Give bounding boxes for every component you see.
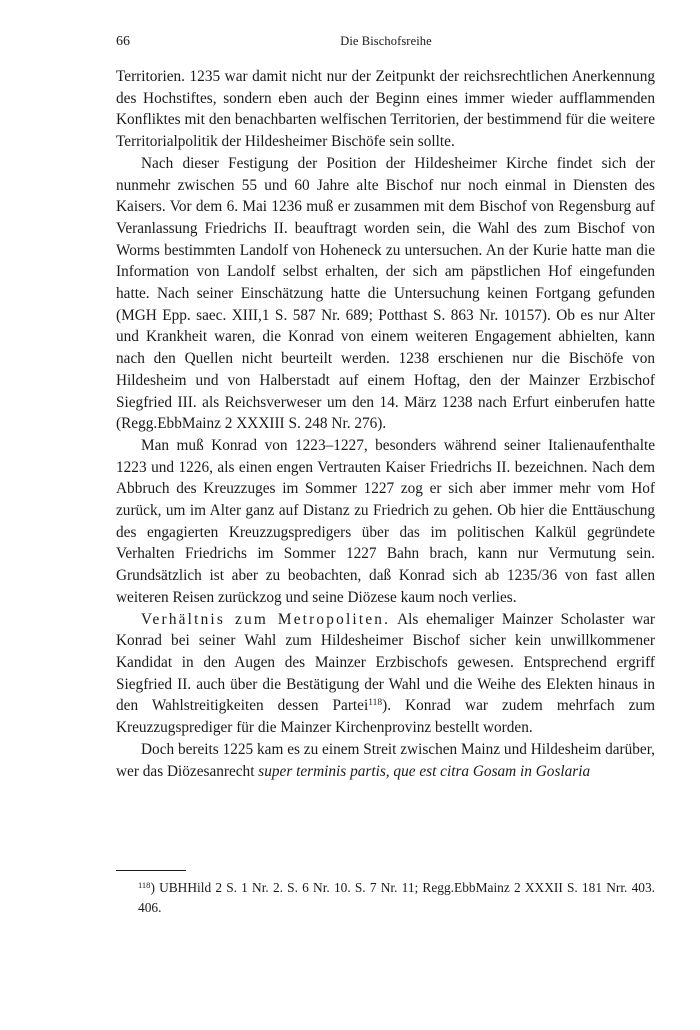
paragraph <box>116 609 655 739</box>
footnote <box>116 878 655 918</box>
paragraph: Nach dieser Festigung der Position der Hildesheimer Kirche findet sich der nunmehr zwischen 55 und 60 Jahre alte Bischof nur noch einmal in Diensten des Kaisers. Vor dem 6. Mai 1236 muß er zusammen mit dem Bischof von Regensburg auf Veranlassung Friedrichs II. beauftragt worden sein, die Wahl des zum Bischof von Worms bestimmten Landolf von Hoheneck zu untersuchen. An der Kurie hatte man die Information von Landolf selbst erhalten, der sich am päpstlichen Hof eingefunden hatte. Nach seiner Einschätzung hatte die Untersuchung keinen Fortgang gefunden (MGH Epp. saec. XIII,1 S. 587 Nr. 689; Potthast S. 863 Nr. 10157). Ob es nur Alter und Krankheit waren, die Konrad von einem weiteren Engagement abhielten, kann nach den Quellen nicht beurteilt werden. 1238 erschienen nur die Bischöfe von Hildesheim und von Halberstadt auf einem Hoftag, den der Mainzer Erzbischof Siegfried III. als Reichsverweser um den 14. März 1238 nach Erfurt einberufen hatte (Regg.EbbMainz 2 XXXIII S. 248 Nr. 276). <box>116 154 655 433</box>
paragraph: Territorien. 1235 war damit nicht nur der Zeitpunkt der reichsrechtlichen Anerkennung des Hochstiftes, sondern eben auch der Beginn eines immer wieder aufflammenden Konfliktes mit den benachbarten welfischen Territorien, der bestimmend für die weitere Territorialpolitik der Hildesheimer Bischöfe sein sollte. <box>116 68 655 151</box>
footnote-divider <box>116 870 186 871</box>
paragraph <box>116 739 655 782</box>
footnote-number: 118 <box>138 880 151 890</box>
latin-quotation: super terminis partis, que est citra Gosam in Goslaria <box>258 762 591 780</box>
section-heading: Verhältnis zum Metropoliten. <box>141 610 391 628</box>
running-title: Die Bischofsreihe <box>340 34 432 48</box>
footnote-reference: 118 <box>368 698 383 709</box>
body-text <box>116 66 655 782</box>
footnote-text <box>116 878 655 918</box>
paragraph: Man muß Konrad von 1223–1227, besonders während seiner Italienaufenthalte 1223 und 1226, als einen engen Vertrauten Kaiser Friedrichs II. bezeichnen. Nach dem Abbruch des Kreuzzuges im Sommer 1227 zog er sich aber immer mehr vom Hof zurück, um im Alter ganz auf Distanz zu Friedrich zu gehen. Ob hier die Enttäuschung des engagierten Kreuzzugspredigers über das im politischen Kalkül gegründete Verhalten Friedrichs im Sommer 1227 Bahn brach, kann nur Vermutung sein. Grundsätzlich ist aber zu beobachten, daß Konrad sich ab 1235/36 von fast allen weiteren Reisen zurückzog und seine Diözese kaum noch verlies. <box>116 436 655 606</box>
paragraph-text: ). Konrad war zudem mehrfach zum Kreuzzugsprediger für die Mainzer Kirchenprovinz bestellt worden. <box>116 697 655 737</box>
paragraph-text: Als ehemaliger Mainzer Scholaster war Konrad bei seiner Wahl zum Hildesheimer Bischof sicher kein unwillkommener Kandidat in den Augen des Mainzer Erzbischofs gewesen. Entsprechend ergriff Siegfried II. auch über die Bestätigung der Wahl und die Weihe des Elekten hinaus in den Wahlstreitigkeiten dessen Partei <box>116 610 655 715</box>
page-number: 66 <box>116 34 130 49</box>
paragraph-text: Doch bereits 1225 kam es zu einem Streit zwischen Mainz und Hildesheim darüber, wer das Diözesanrecht <box>116 740 655 780</box>
footnote-body: ) UBHHild 2 S. 1 Nr. 2. S. 6 Nr. 10. S. 7 Nr. 11; Regg.EbbMainz 2 XXXII S. 181 Nrr. 403. 406. <box>138 880 655 915</box>
page-header <box>116 34 656 54</box>
